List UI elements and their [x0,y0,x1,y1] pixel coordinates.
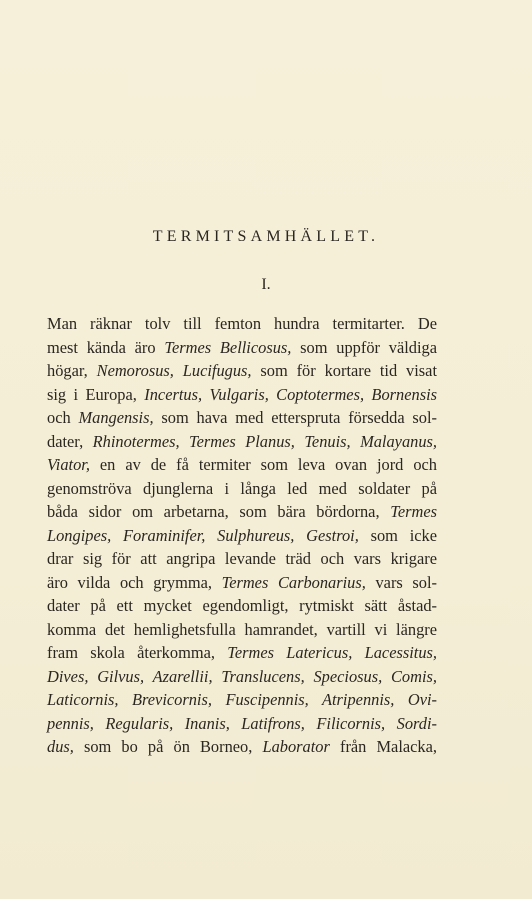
italic-term: Rhinotermes, Termes Planus, Tenuis, Malayanus, [92,431,438,451]
text-line [47,524,437,548]
italic-term: Termes Latericus, Lacessitus, [227,643,438,662]
italic-term: Dives, Gilvus, Azarellii, Translucens, Speciosus, Comis, [47,666,437,686]
text-run: och [47,408,79,427]
italic-term: Nemorosus, Lucifugus, [96,361,252,380]
text-run: genomströva djunglerna i långa led med soldater på [47,478,437,498]
text-run: Man räknar tolv till femton hundra termitarter. De [47,314,437,333]
text-run: vars sol- [365,572,437,592]
text-run: som icke [358,525,437,545]
text-line [47,618,437,642]
text-run: som för kortare tid visat [251,361,438,380]
italic-term: Laborator [262,737,330,756]
text-line [47,665,437,689]
text-run: dater på ett mycket egendomligt, rytmiskt sätt åstad- [47,596,437,615]
chapter-number: I. [261,276,271,293]
text-run: från Malacka, [329,737,438,756]
text-line [47,712,437,736]
italic-term: Longipes, Foraminifer, Sulphureus, Gestroi, [47,525,359,545]
text-run: som hava med ettersprutа försedda sol- [153,408,438,427]
text-line [47,547,437,571]
text-run: äro vilda och grymma, [47,572,222,592]
italic-term: dus, [47,737,74,756]
text-run: som bo på ön Borneo, [73,737,263,756]
italic-term: Laticornis, Brevicornis, Fuscipennis, Atripennis, Ovi- [47,690,437,709]
text-line [47,359,437,383]
text-line [47,594,437,618]
italic-term: Mangensis, [78,408,154,427]
text-run: som uppför väldiga [291,337,437,357]
italic-term: Termes [390,502,437,521]
italic-term: pennis, Regularis, Inanis, Latifrons, Filicornis, Sordi- [47,713,437,733]
text-run: dater, [47,431,93,451]
text-run: båda sidor om arbetarna, som bära bördorna, [47,502,391,521]
text-line [47,336,437,360]
text-line [47,383,437,407]
italic-term: Termes Bellicosus, [164,337,292,357]
text-run: högar, [47,361,97,380]
text-line [47,500,437,524]
text-line [47,477,437,501]
text-run: fram skola återkomma, [47,643,228,662]
italic-term: Termes Carbonarius, [221,572,366,592]
text-line [47,312,437,336]
body-paragraph [47,312,437,759]
text-line [47,688,437,712]
text-line [47,735,437,759]
text-line [47,430,437,454]
text-run: drar sig för att angripa levande träd och vars krigare [47,549,437,568]
text-line [47,641,437,665]
text-run: en av de få termiter som leva ovan jord och [89,455,437,474]
italic-term: Incertus, Vulgaris, Coptotermes, Bornensis [144,384,437,404]
text-run: komma det hemlighetsfulla hamrandet, vartill vi längre [47,619,437,639]
text-line [47,406,437,430]
text-line [47,571,437,595]
page-title: TERMITSAMHÄLLET. [152,228,380,245]
italic-term: Viator, [47,455,90,474]
text-run: mest kända äro [47,337,165,357]
text-run: sig i Europa, [47,384,145,404]
text-line [47,453,437,477]
